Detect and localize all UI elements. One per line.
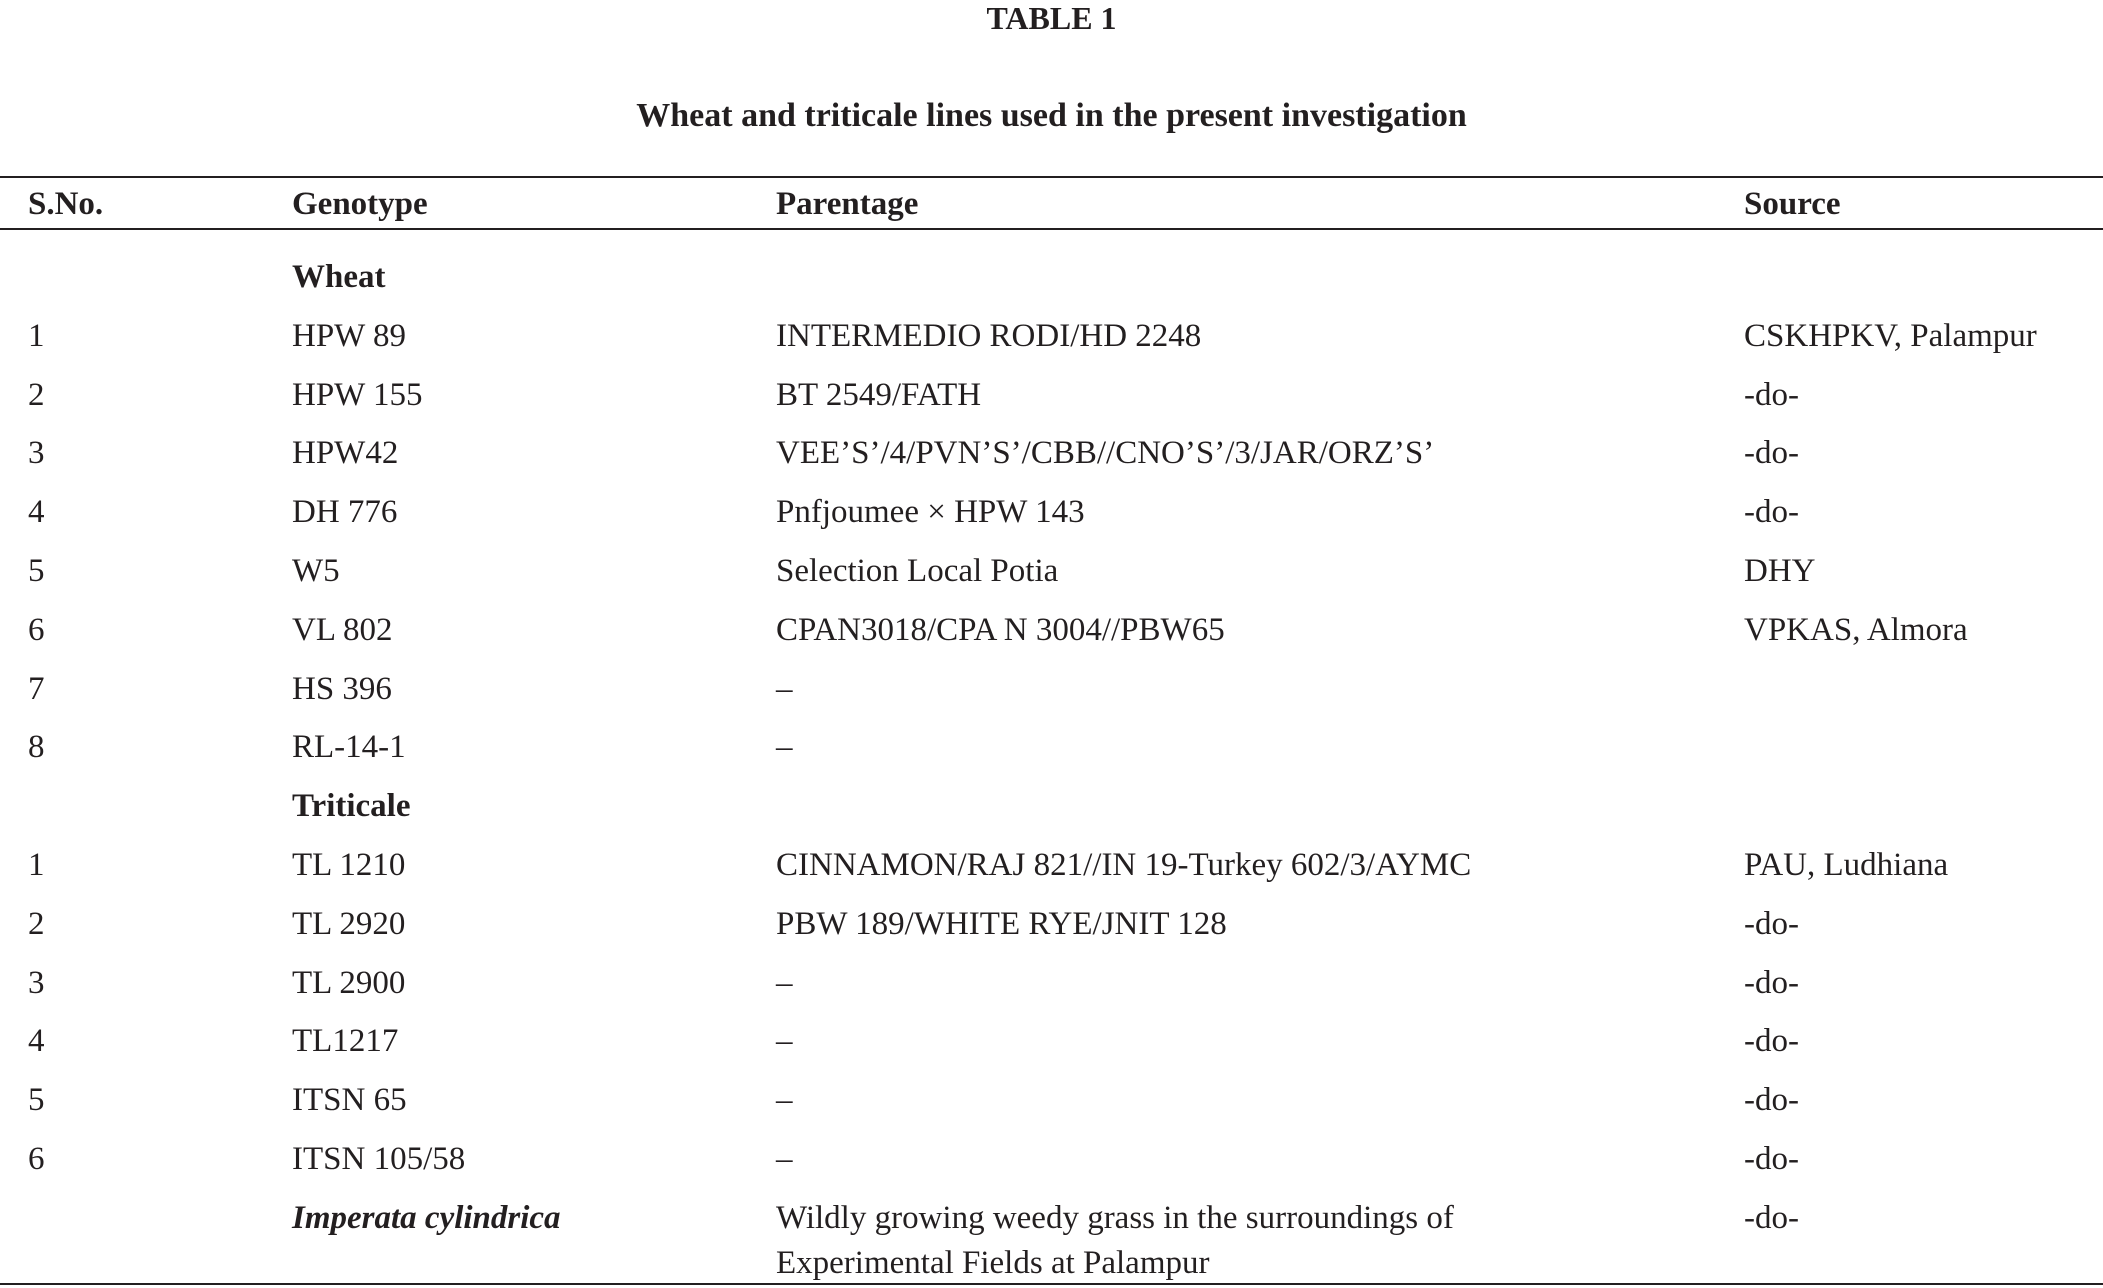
header-parentage: Parentage [776,186,919,222]
cell-sno: 5 [28,552,45,589]
table-row [0,718,2103,777]
cell-sno: 6 [28,1140,45,1177]
table-top-rule [0,176,2103,178]
cell-parentage: – [776,964,793,1001]
cell-genotype: HPW42 [292,435,399,472]
table-row [0,660,2103,719]
cell-genotype: TL 2920 [292,905,406,942]
cell-genotype: ITSN 65 [292,1082,407,1119]
table-row [0,895,2103,954]
cell-genotype: TL1217 [292,1023,399,1060]
cell-genotype: Imperata cylindrica [292,1199,561,1236]
cell-genotype: TL 2900 [292,964,406,1001]
cell-sno: 2 [28,905,45,942]
section-row-triticale [0,777,2103,836]
cell-source: -do- [1744,1199,1799,1236]
cell-sno: 5 [28,1082,45,1119]
table-row-imperata [0,1189,2103,1279]
cell-source: -do- [1744,435,1799,472]
table-body [0,248,2103,1279]
cell-genotype: DH 776 [292,494,398,531]
cell-parentage: BT 2549/FATH [776,376,982,413]
table-header-row [0,184,2103,224]
table-row [0,1012,2103,1071]
cell-source: -do- [1744,1023,1799,1060]
cell-parentage: INTERMEDIO RODI/HD 2248 [776,317,1202,354]
cell-parentage: Selection Local Potia [776,552,1059,589]
cell-source: DHY [1744,552,1816,589]
cell-sno: 2 [28,376,45,413]
cell-parentage: – [776,1082,793,1119]
cell-genotype: VL 802 [292,611,393,648]
table-caption: Wheat and triticale lines used in the present investigation [636,97,1467,134]
cell-sno: 1 [28,317,45,354]
cell-source: -do- [1744,376,1799,413]
cell-parentage: PBW 189/WHITE RYE/JNIT 128 [776,905,1227,942]
cell-source: -do- [1744,1140,1799,1177]
cell-parentage: Wildly growing weedy grass in the surroundings of Experimental Fields at Palampur [776,1199,1454,1281]
table-row [0,601,2103,660]
cell-sno: 3 [28,435,45,472]
cell-source: VPKAS, Almora [1744,611,1968,648]
cell-source: -do- [1744,905,1799,942]
cell-sno: 6 [28,611,45,648]
cell-sno: 3 [28,964,45,1001]
cell-parentage: – [776,1140,793,1177]
cell-sno: 1 [28,846,45,883]
header-genotype: Genotype [292,186,428,222]
cell-sno: 8 [28,729,45,766]
table-row [0,836,2103,895]
cell-parentage: VEE’S’/4/PVN’S’/CBB//CNO’S’/3/JAR/ORZ’S’ [776,435,1435,472]
header-sno: S.No. [28,186,104,222]
cell-sno: 7 [28,670,45,707]
cell-genotype: HPW 155 [292,376,423,413]
table-row [0,366,2103,425]
cell-genotype: W5 [292,552,340,589]
table-bottom-rule [0,1283,2103,1285]
cell-sno: 4 [28,494,45,531]
cell-source: PAU, Ludhiana [1744,846,1949,883]
section-label-wheat: Wheat [292,259,386,295]
cell-genotype: RL-14-1 [292,729,406,766]
cell-source: -do- [1744,494,1799,531]
cell-parentage: CPAN3018/CPA N 3004//PBW65 [776,611,1225,648]
table-label: TABLE 1 [986,0,1117,36]
cell-genotype: ITSN 105/58 [292,1140,466,1177]
section-row-wheat [0,248,2103,307]
table-row [0,424,2103,483]
cell-parentage: – [776,670,793,707]
cell-sno: 4 [28,1023,45,1060]
table-row [0,307,2103,366]
cell-parentage: CINNAMON/RAJ 821//IN 19-Turkey 602/3/AYMC [776,846,1472,883]
cell-source: -do- [1744,964,1799,1001]
cell-genotype: HPW 89 [292,317,406,354]
table-row [0,1130,2103,1189]
cell-genotype: HS 396 [292,670,392,707]
table-row [0,954,2103,1013]
table-row [0,542,2103,601]
section-label-triticale: Triticale [292,788,411,825]
cell-parentage: – [776,729,793,766]
table-row [0,1071,2103,1130]
cell-parentage: Pnfjoumee × HPW 143 [776,494,1085,531]
table-header-rule [0,228,2103,230]
table-row [0,483,2103,542]
cell-source: -do- [1744,1082,1799,1119]
cell-parentage: – [776,1023,793,1060]
cell-source: CSKHPKV, Palampur [1744,317,2037,354]
header-source: Source [1744,186,1841,222]
cell-genotype: TL 1210 [292,846,406,883]
